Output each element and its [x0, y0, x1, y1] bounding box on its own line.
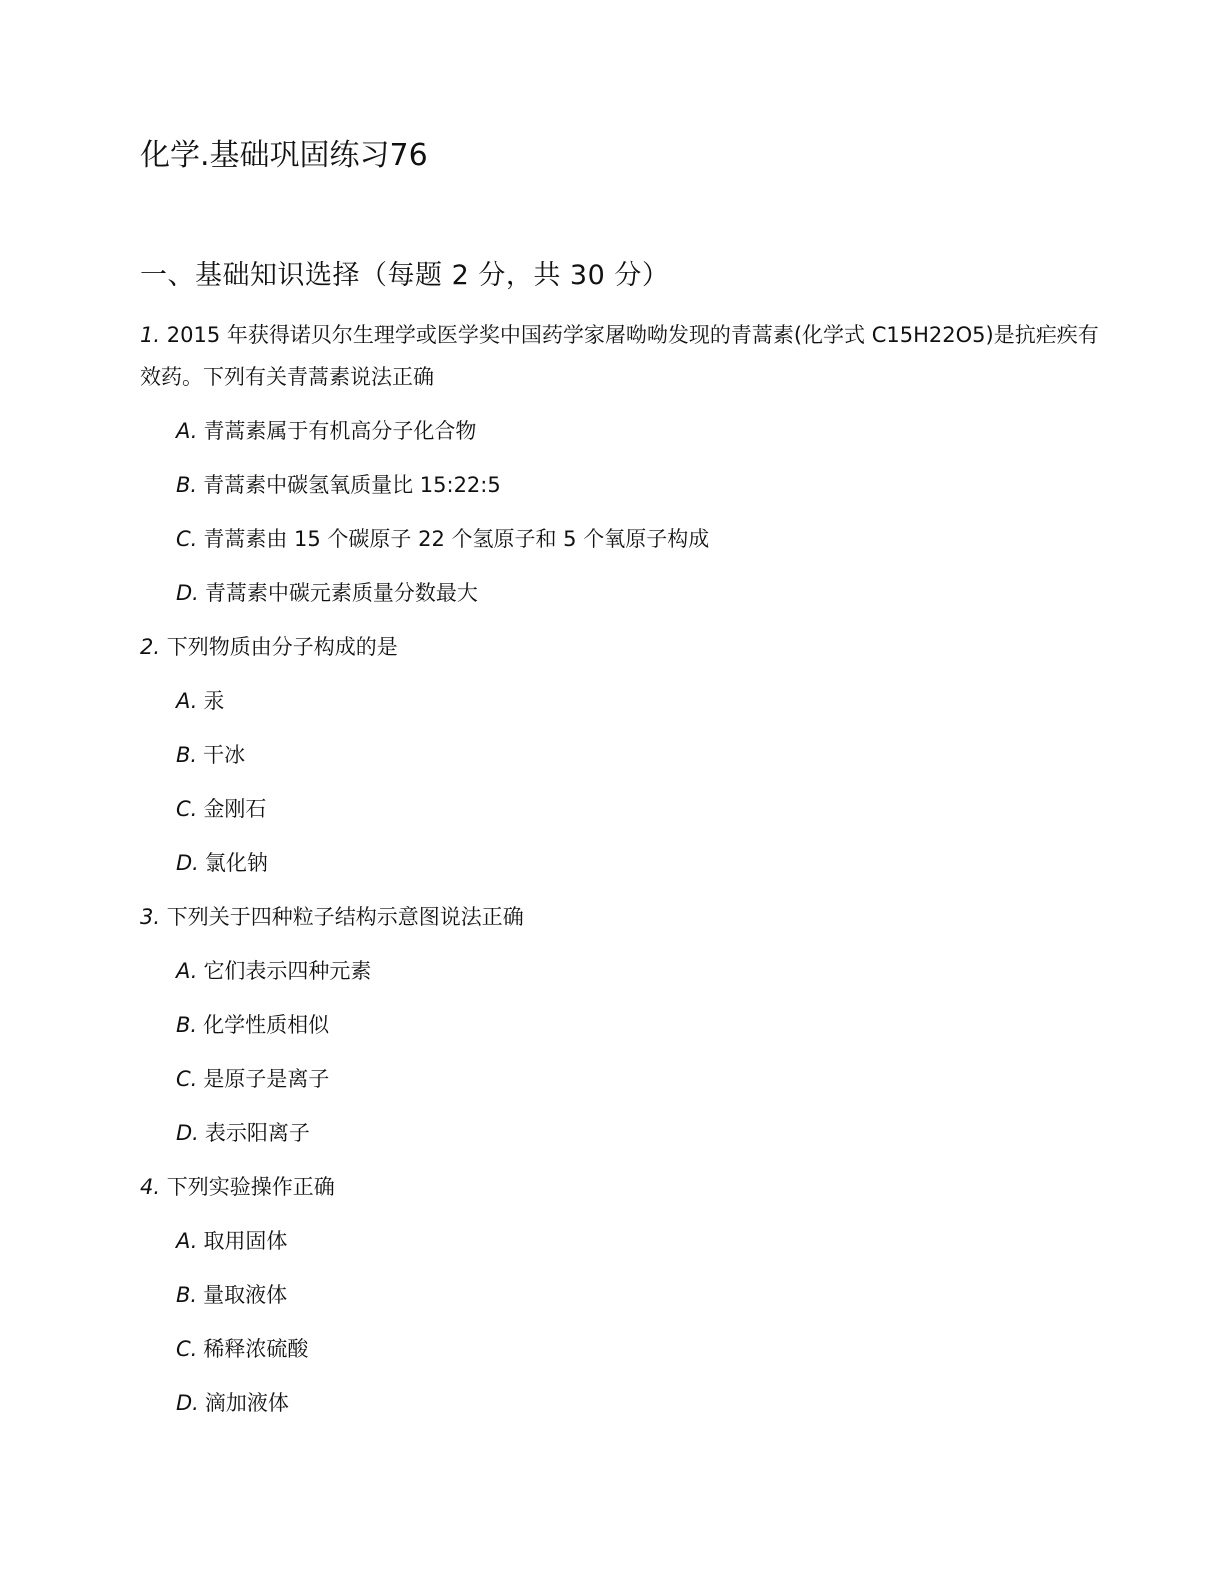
option-letter: C. [176, 1337, 198, 1361]
option-letter: C. [176, 1067, 198, 1091]
question-number: 3. [140, 905, 161, 929]
option-letter: A. [176, 1229, 198, 1253]
option-text: 稀释浓硫酸 [203, 1337, 309, 1361]
question-number: 1. [140, 323, 161, 347]
option-text: 量取液体 [203, 1283, 288, 1307]
option-letter: B. [176, 743, 198, 767]
option-b [176, 740, 1100, 770]
option-text: 是原子是离子 [203, 1067, 330, 1091]
question-text: 下列关于四种粒子结构示意图说法正确 [166, 905, 524, 929]
question-stem [140, 1172, 1100, 1202]
option-text: 汞 [203, 689, 225, 713]
option-text: 青蒿素中碳氢氧质量比 15:22:5 [203, 473, 501, 497]
option-letter: C. [176, 527, 198, 551]
question-text: 下列实验操作正确 [166, 1175, 335, 1199]
option-c [176, 1064, 1100, 1094]
question-1 [140, 314, 1100, 608]
option-letter: D. [176, 1121, 199, 1145]
option-d [176, 848, 1100, 878]
option-text: 干冰 [203, 743, 246, 767]
option-text: 它们表示四种元素 [203, 959, 372, 983]
question-text: 下列物质由分子构成的是 [166, 635, 398, 659]
option-text: 金刚石 [203, 797, 267, 821]
question-stem [140, 902, 1100, 932]
option-b [176, 1010, 1100, 1040]
question-number: 2. [140, 635, 161, 659]
option-a [176, 416, 1100, 446]
question-stem [140, 632, 1100, 662]
option-text: 取用固体 [203, 1229, 288, 1253]
option-letter: D. [176, 851, 199, 875]
option-text: 滴加液体 [204, 1391, 289, 1415]
option-text: 青蒿素中碳元素质量分数最大 [204, 581, 478, 605]
option-b [176, 470, 1100, 500]
option-text: 青蒿素由 15 个碳原子 22 个氢原子和 5 个氧原子构成 [203, 527, 710, 551]
option-a [176, 956, 1100, 986]
section-heading: 一、基础知识选择（每题 2 分，共 30 分） [140, 260, 670, 291]
option-c [176, 524, 1100, 554]
option-letter: D. [176, 581, 199, 605]
document-title: 化学.基础巩固练习76 [140, 138, 428, 173]
question-3 [140, 902, 1100, 1148]
option-a [176, 1226, 1100, 1256]
option-letter: A. [176, 419, 198, 443]
option-d [176, 578, 1100, 608]
option-letter: B. [176, 1283, 198, 1307]
option-letter: A. [176, 959, 198, 983]
option-text: 青蒿素属于有机高分子化合物 [203, 419, 477, 443]
option-c [176, 1334, 1100, 1364]
option-d [176, 1388, 1100, 1418]
option-a [176, 686, 1100, 716]
option-letter: B. [176, 1013, 198, 1037]
option-letter: C. [176, 797, 198, 821]
question-2 [140, 632, 1100, 878]
option-d [176, 1118, 1100, 1148]
option-b [176, 1280, 1100, 1310]
option-letter: D. [176, 1391, 199, 1415]
question-list [140, 318, 1100, 1442]
option-text: 表示阳离子 [204, 1121, 310, 1145]
option-text: 化学性质相似 [203, 1013, 330, 1037]
question-4 [140, 1172, 1100, 1418]
option-letter: B. [176, 473, 198, 497]
option-c [176, 794, 1100, 824]
option-text: 氯化钠 [204, 851, 268, 875]
option-letter: A. [176, 689, 198, 713]
question-number: 4. [140, 1175, 161, 1199]
question-stem [140, 314, 1100, 398]
question-text: 2015 年获得诺贝尔生理学或医学奖中国药学家屠呦呦发现的青蒿素(化学式 C15H22O5)是抗疟疾有效药。下列有关青蒿素说法正确 [140, 323, 1099, 389]
